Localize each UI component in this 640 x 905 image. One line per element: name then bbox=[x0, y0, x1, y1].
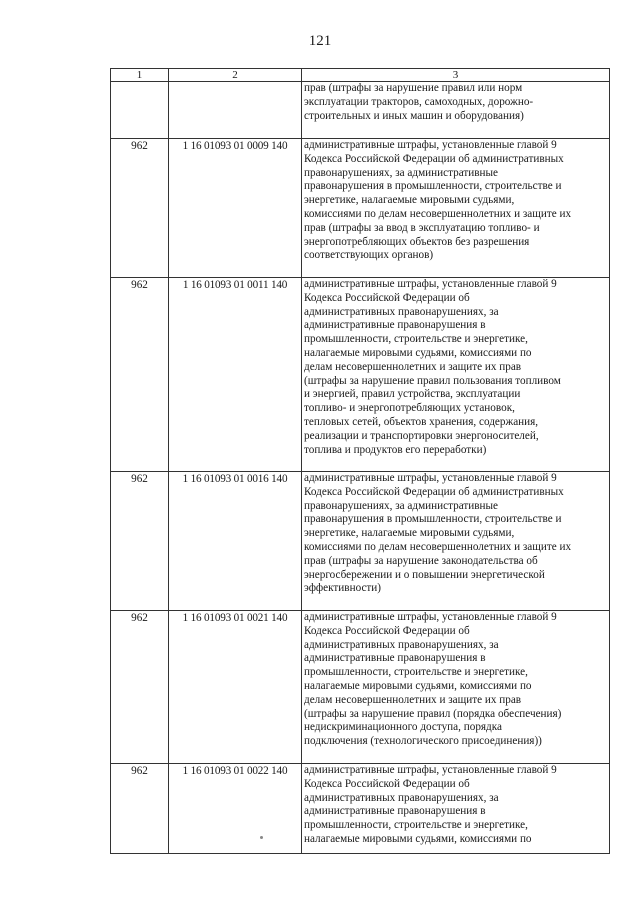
description-line: прав (штрафы за ввод в эксплуатацию топливо- и bbox=[304, 221, 540, 234]
description-line: налагаемые мировыми судьями, комиссиями по bbox=[304, 679, 532, 692]
description-line: (штрафы за нарушение правил (порядка обеспечения) bbox=[304, 707, 562, 720]
budget-codes-table bbox=[110, 68, 610, 854]
table-row-continuation bbox=[111, 82, 610, 139]
description-line: промышленности, строительстве и энергетике, bbox=[304, 666, 528, 679]
description-line: правонарушениях, за административные bbox=[304, 166, 498, 179]
description-line: промышленности, строительстве и энергетике, bbox=[304, 333, 528, 346]
table-row bbox=[111, 472, 610, 611]
description-line: административных правонарушениях, за bbox=[304, 791, 499, 804]
description-line: энергетике, налагаемые мировыми судьями, bbox=[304, 194, 515, 207]
description-line: тепловых сетей, объектов хранения, содержания, bbox=[304, 415, 539, 428]
header-col-3: 3 bbox=[302, 69, 610, 82]
description-line: административные правонарушения в bbox=[304, 319, 486, 332]
description-line: подключения (технологического присоединения)) bbox=[304, 735, 542, 748]
description-cell bbox=[302, 278, 610, 472]
description-line: административные штрафы, установленные главой 9 bbox=[304, 139, 557, 151]
description-line: промышленности, строительстве и энергетике, bbox=[304, 819, 528, 832]
description-line: административные штрафы, установленные главой 9 bbox=[304, 278, 557, 290]
header-col-2: 2 bbox=[169, 69, 302, 82]
description-line: правонарушения в промышленности, строительстве и bbox=[304, 180, 562, 193]
description-line: прав (штрафы за нарушение правил или норм bbox=[304, 82, 523, 94]
admin-code-cell: 962 bbox=[111, 611, 169, 764]
description-cell bbox=[302, 82, 610, 139]
admin-code-cell: 962 bbox=[111, 472, 169, 611]
description-line: Кодекса Российской Федерации об bbox=[304, 291, 470, 304]
kbk-code-cell: 1 16 01093 01 0016 140 bbox=[169, 472, 302, 611]
header-col-1: 1 bbox=[111, 69, 169, 82]
description-cell bbox=[302, 764, 610, 854]
description-line: Кодекса Российской Федерации об административных bbox=[304, 152, 564, 165]
description-line: эксплуатации тракторов, самоходных, дорожно- bbox=[304, 95, 534, 108]
kbk-code-cell: 1 16 01093 01 0011 140 bbox=[169, 278, 302, 472]
description-line: налагаемые мировыми судьями, комиссиями по bbox=[304, 832, 532, 845]
description-line: правонарушениях, за административные bbox=[304, 499, 498, 512]
description-line: топлива и продуктов его переработки) bbox=[304, 443, 487, 456]
description-line: соответствующих органов) bbox=[304, 249, 434, 262]
kbk-code-cell: 1 16 01093 01 0021 140 bbox=[169, 611, 302, 764]
description-line: комиссиями по делам несовершеннолетних и защите их bbox=[304, 207, 572, 220]
kbk-code-cell: 1 16 01093 01 0009 140 bbox=[169, 139, 302, 278]
description-line: административные штрафы, установленные главой 9 bbox=[304, 611, 557, 623]
table-header-row bbox=[111, 69, 610, 82]
description-line: налагаемые мировыми судьями, комиссиями по bbox=[304, 346, 532, 359]
description-line: энергетике, налагаемые мировыми судьями, bbox=[304, 527, 515, 540]
kbk-code-cell bbox=[169, 82, 302, 139]
admin-code-cell: 962 bbox=[111, 278, 169, 472]
description-line: административные штрафы, установленные главой 9 bbox=[304, 472, 557, 484]
description-line: энергопотребляющих объектов без разрешения bbox=[304, 235, 530, 248]
description-cell bbox=[302, 611, 610, 764]
description-line: и энергией, правил устройства, эксплуатации bbox=[304, 388, 521, 401]
description-line: строительных и иных машин и оборудования) bbox=[304, 109, 524, 122]
description-line: Кодекса Российской Федерации об bbox=[304, 777, 470, 790]
admin-code-cell: 962 bbox=[111, 139, 169, 278]
table-row bbox=[111, 764, 610, 854]
description-line: правонарушения в промышленности, строительстве и bbox=[304, 513, 562, 526]
description-line: комиссиями по делам несовершеннолетних и защите их bbox=[304, 540, 572, 553]
description-line: административных правонарушениях, за bbox=[304, 305, 499, 318]
description-line: административных правонарушениях, за bbox=[304, 638, 499, 651]
kbk-code-cell: 1 16 01093 01 0022 140 bbox=[169, 764, 302, 854]
description-line: эффективности) bbox=[304, 582, 382, 595]
description-line: административные правонарушения в bbox=[304, 652, 486, 665]
description-line: энергосбережении и о повышении энергетической bbox=[304, 568, 545, 581]
description-line: прав (штрафы за нарушение законодательства об bbox=[304, 554, 538, 567]
description-line: Кодекса Российской Федерации об bbox=[304, 624, 470, 637]
description-line: Кодекса Российской Федерации об административных bbox=[304, 485, 564, 498]
description-line: (штрафы за нарушение правил пользования топливом bbox=[304, 374, 561, 387]
table-row bbox=[111, 611, 610, 764]
admin-code-cell: 962 bbox=[111, 764, 169, 854]
description-cell bbox=[302, 472, 610, 611]
scan-speck bbox=[260, 836, 263, 839]
description-line: топливо- и энергопотребляющих установок, bbox=[304, 402, 515, 415]
description-line: административные штрафы, установленные главой 9 bbox=[304, 764, 557, 776]
description-cell bbox=[302, 139, 610, 278]
description-line: недискриминационного доступа, порядка bbox=[304, 721, 502, 734]
page-number: 121 bbox=[308, 33, 332, 49]
description-line: реализации и транспортировки энергоносителей, bbox=[304, 429, 539, 442]
table-row bbox=[111, 278, 610, 472]
admin-code-cell bbox=[111, 82, 169, 139]
description-line: делам несовершеннолетних и защите их прав bbox=[304, 360, 522, 373]
description-line: административные правонарушения в bbox=[304, 805, 486, 818]
table-row bbox=[111, 139, 610, 278]
description-line: делам несовершеннолетних и защите их прав bbox=[304, 693, 522, 706]
